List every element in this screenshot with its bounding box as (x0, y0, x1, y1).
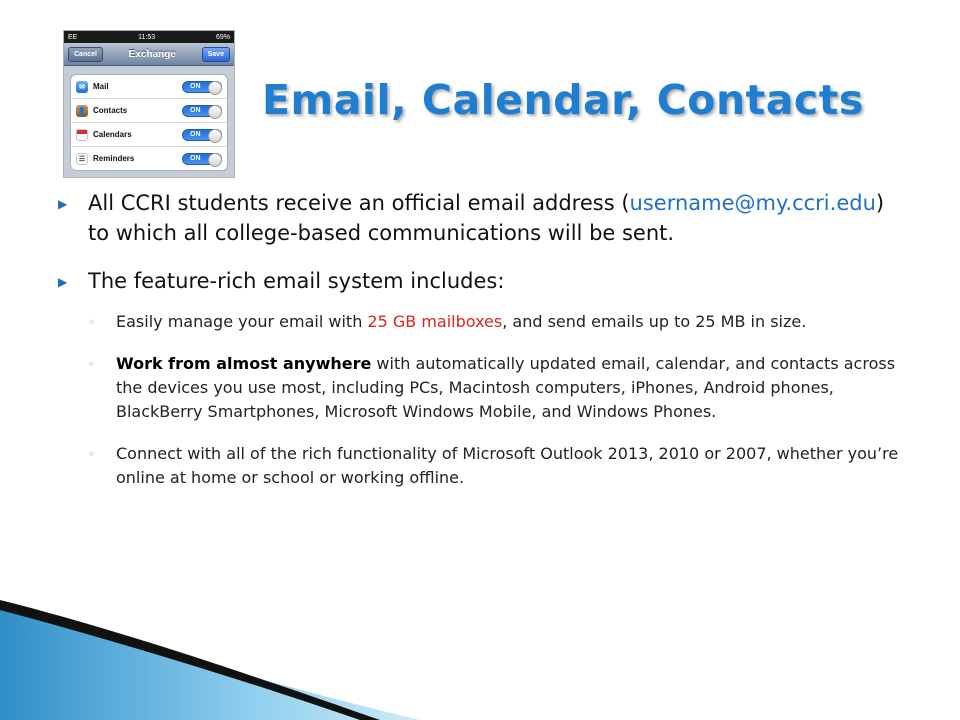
clock-label: 11:53 (138, 33, 156, 41)
bullet-feature-rich (58, 266, 908, 296)
sub-bullet-text: Work from almost anywhere with automatically updated email, calendar, and contacts across the devices you use most, including PCs, Macintosh computers, iPhones, Android phones, BlackBerry Smartphones, Microsoft Windows Mobile, and Windows Phones. (116, 354, 896, 421)
sub-bullet-anywhere (88, 352, 908, 424)
carrier-label: EE (68, 33, 78, 41)
setting-row-reminders (71, 147, 227, 170)
sub-bullet-ring-icon: ◦ (88, 315, 96, 329)
setting-row-mail (71, 75, 227, 99)
contacts-app-icon: 👤 (76, 105, 88, 117)
setting-row-contacts (71, 99, 227, 123)
feature-sub-list (88, 310, 908, 490)
sub-bullet-text: Easily manage your email with 25 GB mailboxes, and send emails up to 25 MB in size. (116, 312, 807, 331)
calendar-app-icon (76, 129, 88, 141)
mail-app-icon: ✉ (76, 81, 88, 93)
exchange-settings-screenshot (63, 30, 235, 178)
bullet-arrow-icon: ▶ (58, 275, 68, 289)
reminders-app-icon: ☰ (76, 153, 88, 165)
setting-label: Contacts (93, 106, 128, 115)
slide-body (58, 188, 908, 508)
mail-toggle: ON (182, 81, 222, 93)
bullet-text: The feature-rich email system includes: (88, 269, 505, 293)
anywhere-emphasis: Work from almost anywhere (116, 354, 372, 373)
calendars-toggle: ON (182, 129, 222, 141)
battery-label: 69% (215, 33, 230, 41)
sub-bullet-ring-icon: ◦ (88, 357, 96, 371)
setting-row-calendars (71, 123, 227, 147)
email-address-link[interactable]: username@my.ccri.edu (629, 191, 876, 215)
bullet-official-email (58, 188, 908, 248)
sub-bullet-outlook (88, 442, 908, 490)
decorative-swoosh (0, 590, 420, 720)
exchange-title: Exchange (128, 48, 176, 60)
sub-bullet-mailbox (88, 310, 908, 334)
setting-label: Reminders (93, 154, 135, 163)
bullet-text: All CCRI students receive an official email address (username@my.ccri.edu) to which all college-based communications will be sent. (88, 191, 885, 245)
sub-bullet-text: Connect with all of the rich functionality of Microsoft Outlook 2013, 2010 or 2007, whether you’re online at home or school or working offline. (116, 444, 899, 487)
phone-nav-bar (64, 43, 234, 66)
setting-label: Calendars (93, 130, 132, 139)
reminders-toggle: ON (182, 153, 222, 165)
setting-label: Mail (93, 82, 109, 91)
phone-status-bar (64, 31, 234, 43)
save-button: Save (202, 47, 230, 62)
sync-settings-list (70, 74, 228, 171)
bullet-arrow-icon: ▶ (58, 197, 68, 211)
mailbox-size-highlight: 25 GB mailboxes (367, 312, 503, 331)
slide-title: Email, Calendar, Contacts (262, 76, 864, 124)
cancel-button: Cancel (68, 47, 103, 62)
contacts-toggle: ON (182, 105, 222, 117)
sub-bullet-ring-icon: ◦ (88, 447, 96, 461)
